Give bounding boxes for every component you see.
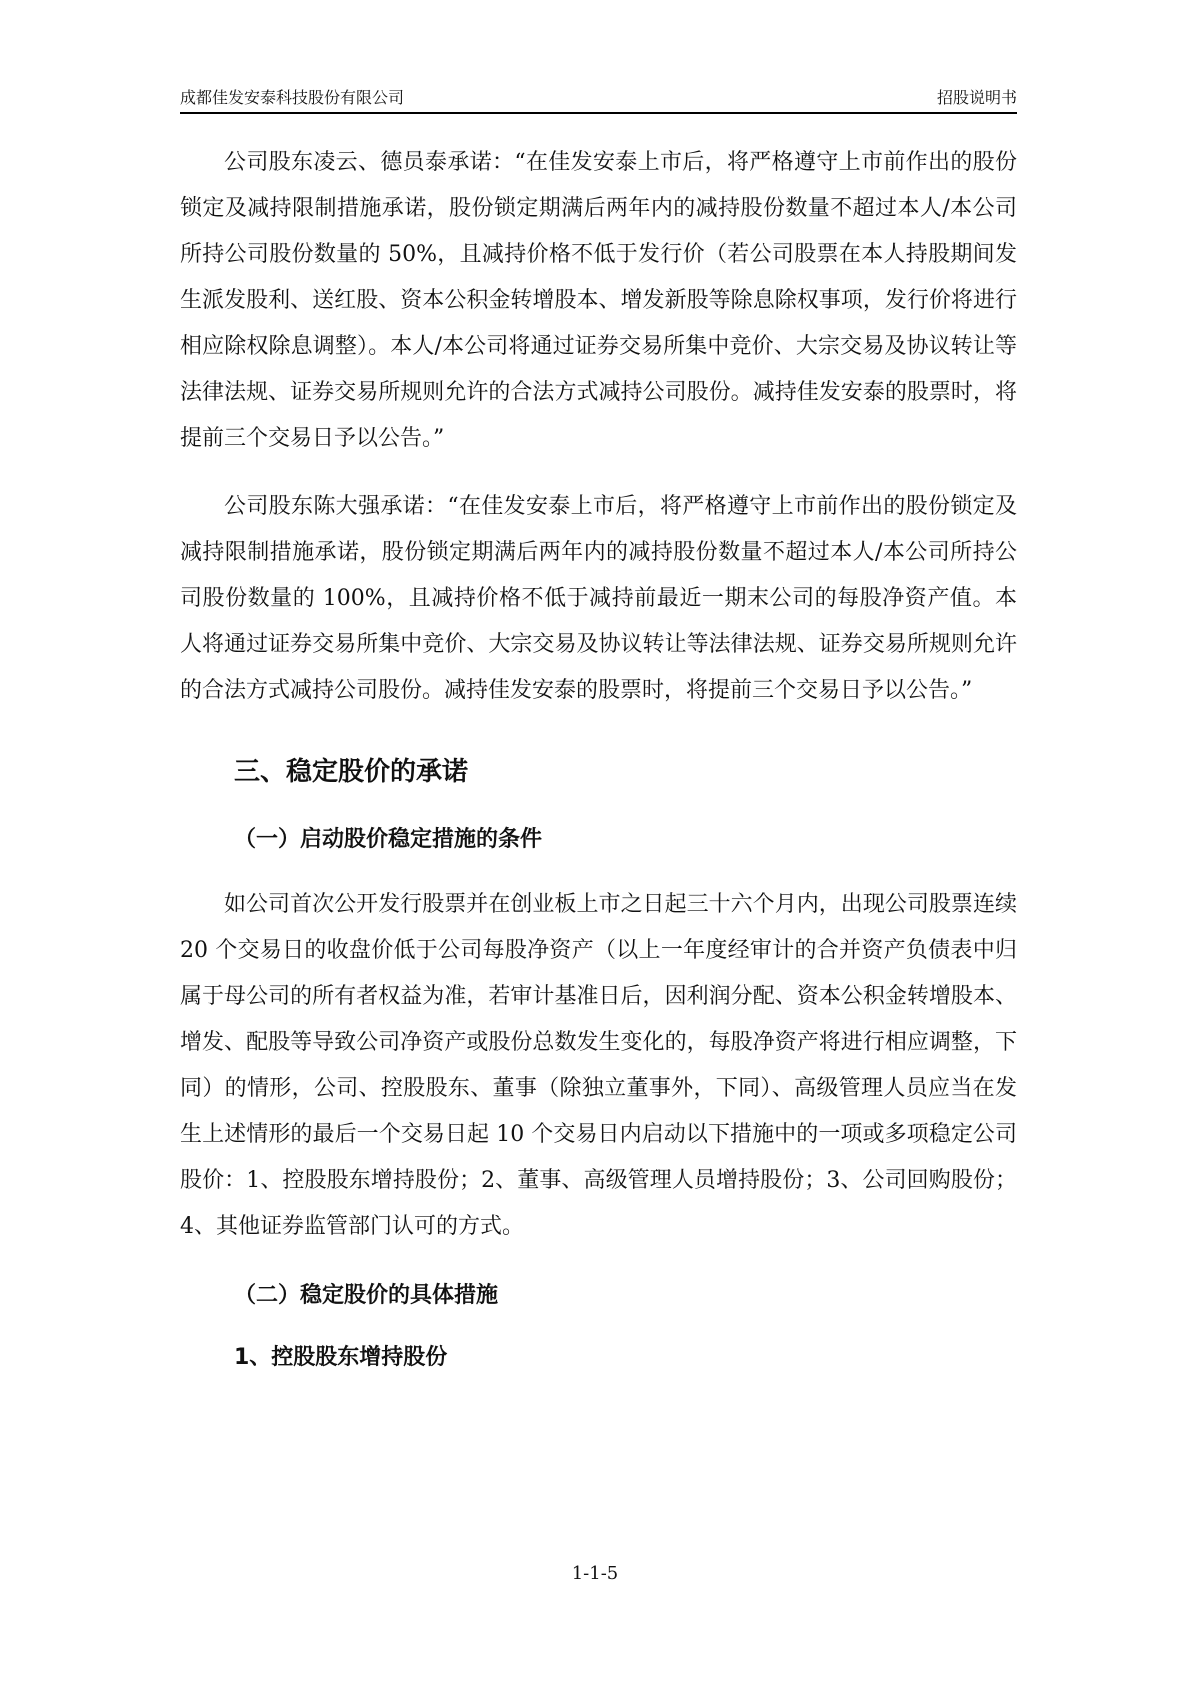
item-heading-controlling-shareholder: 1、控股股东增持股份	[234, 1345, 448, 1370]
subheading-measures: （二）稳定股价的具体措施	[234, 1283, 499, 1308]
running-header	[180, 84, 1017, 114]
header-company-name: 成都佳发安泰科技股份有限公司	[180, 88, 405, 107]
section-heading: 三、稳定股价的承诺	[234, 757, 469, 787]
document-body	[180, 140, 1017, 1378]
header-document-type: 招股说明书	[936, 88, 1017, 107]
subheading-conditions: （一）启动股价稳定措施的条件	[234, 827, 543, 852]
page-number: 1-1-5	[571, 1563, 619, 1584]
paragraph-shareholder-commitment-2: 公司股东陈大强承诺：“在佳发安泰上市后，将严格遵守上市前作出的股份锁定及减持限制措施承诺，股份锁定期满后两年内的减持股份数量不超过本人/本公司所持公司股份数量的 100%，且减持价格不低于减持前最近一期末公司的每股净资产值。本人将通过证券交易所集中竞价、大宗交易及协议转让等法律法规、证券交易所规则允许的合法方式减持公司股份。减持佳发安泰的股票时，将提前三个交易日予以公告。”	[180, 494, 1017, 703]
paragraph-shareholder-commitment-1: 公司股东凌云、德员泰承诺：“在佳发安泰上市后，将严格遵守上市前作出的股份锁定及减持限制措施承诺，股份锁定期满后两年内的减持股份数量不超过本人/本公司所持公司股份数量的 50%，且减持价格不低于发行价（若公司股票在本人持股期间发生派发股利、送红股、资本公积金转增股本、增发新股等除息除权事项，发行价将进行相应除权除息调整）。本人/本公司将通过证券交易所集中竞价、大宗交易及协议转让等法律法规、证券交易所规则允许的合法方式减持公司股份。减持佳发安泰的股票时，将提前三个交易日予以公告。”	[180, 150, 1017, 451]
paragraph-stabilization-conditions: 如公司首次公开发行股票并在创业板上市之日起三十六个月内，出现公司股票连续 20 个交易日的收盘价低于公司每股净资产（以上一年度经审计的合并资产负债表中归属于母公司的所有者权益为准，若审计基准日后，因利润分配、资本公积金转增股本、增发、配股等导致公司净资产或股份总数发生变化的，每股净资产将进行相应调整，下同）的情形，公司、控股股东、董事（除独立董事外，下同）、高级管理人员应当在发生上述情形的最后一个交易日起 10 个交易日内启动以下措施中的一项或多项稳定公司股价：1、控股股东增持股份；2、董事、高级管理人员增持股份；3、公司回购股份；4、其他证券监管部门认可的方式。	[180, 892, 1017, 1239]
